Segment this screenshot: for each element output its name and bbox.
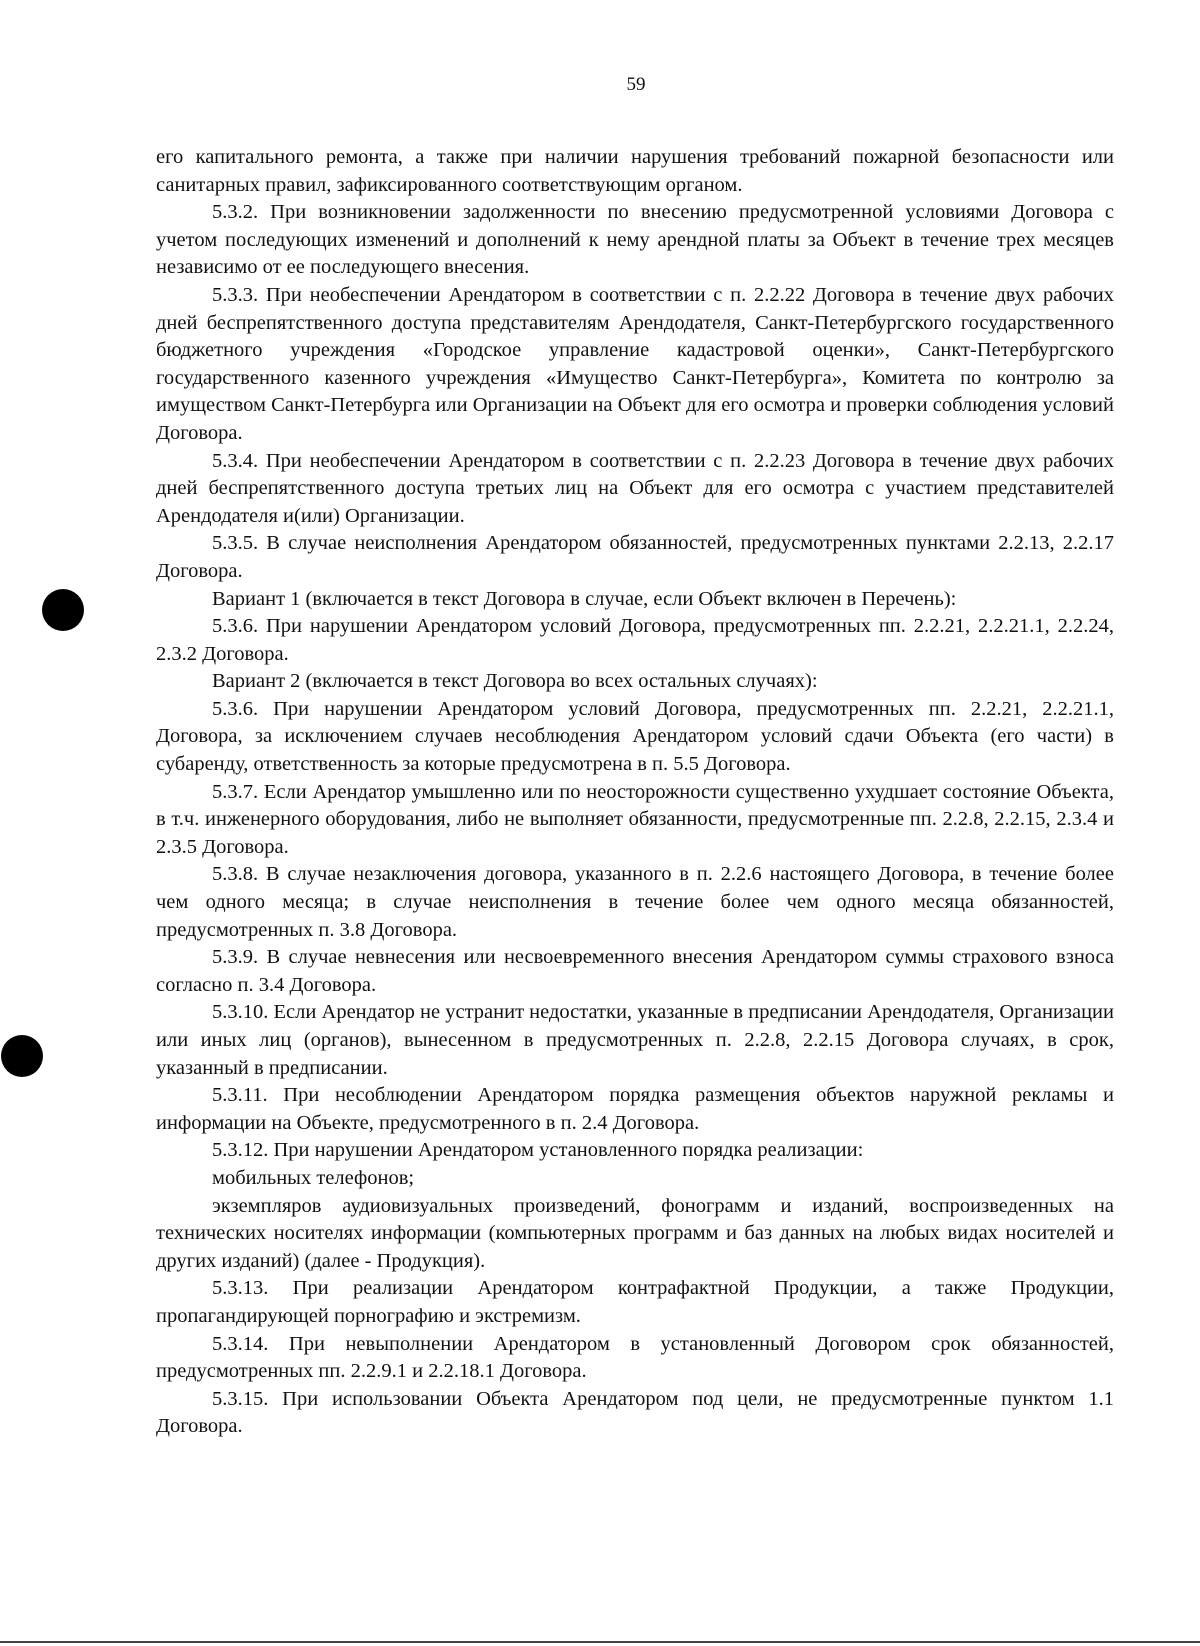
clause-5-3-14: 5.3.14. При невыполнении Арендатором в установленный Договором срок обязанностей, предусмотренных пп. 2.2.9.1 и 2.2.18.1 Договора. [156,1332,1114,1383]
clause-5-3-13: 5.3.13. При реализации Арендатором контрафактной Продукции, а также Продукции, пропагандирующей порнографию и экстремизм. [156,1277,1114,1327]
paragraph-continuation: его капитального ремонта, а также при наличии нарушения требований пожарной безопасности или санитарных правил, зафиксированного соответствующим органом. [156,146,1114,196]
variant-2-note: Вариант 2 (включается в текст Договора во всех остальных случаях): [212,670,818,693]
clause-5-3-11: 5.3.11. При несоблюдении Арендатором порядка размещения объектов наружной рекламы и информации на Объекте, предусмотренного в п. 2.4 Договора. [156,1084,1114,1134]
clause-5-3-10: 5.3.10. Если Арендатор не устранит недостатки, указанные в предписании Арендодателя, Организации или иных лиц (органов), вынесенном в предусмотренных п. 2.2.8, 2.2.15 Договора случаях, в срок, указанный в предписании. [156,1001,1114,1079]
punch-hole-mark [42,589,84,631]
scan-bottom-edge [0,1641,1200,1643]
clause-5-3-9: 5.3.9. В случае невнесения или несвоевременного внесения Арендатором суммы страхового взноса согласно п. 3.4 Договора. [156,946,1114,996]
clause-5-3-2: 5.3.2. При возникновении задолженности по внесению предусмотренной условиями Договора с учетом последующих изменений и дополнений к нему арендной платы за Объект в течение трех месяцев независимо от ее последующего внесения. [156,201,1114,279]
clause-5-3-12: 5.3.12. При нарушении Арендатором установленного порядка реализации: [212,1139,864,1162]
variant-1-note: Вариант 1 (включается в текст Договора в случае, если Объект включен в Перечень): [212,587,957,610]
punch-hole-mark [1,1035,43,1077]
clause-5-3-5: 5.3.5. В случае неисполнения Арендатором обязанностей, предусмотренных пунктами 2.2.13, 2.2.17 Договора. [156,532,1114,582]
clause-5-3-3: 5.3.3. При необеспечении Арендатором в соответствии с п. 2.2.22 Договора в течение двух рабочих дней беспрепятственного доступа представителям Арендодателя, Санкт-Петербургского государственного бюджетного учреждения «Городское управление кадастровой оценки», Санкт-Петербургского государственного казенного учреждения «Имущество Санкт-Петербурга», Комитета по контролю за имуществом Санкт-Петербурга или Организации на Объект для его осмотра и проверки соблюдения условий Договора. [156,283,1114,444]
clause-5-3-6-variant-2: 5.3.6. При нарушении Арендатором условий Договора, предусмотренных пп. 2.2.21, 2.2.21.1, Договора, за исключением случаев несоблюдения Арендатором условий сдачи Объекта (его части) в субаренду, ответственность за которые предусмотрена в п. 5.5 Договора. [156,697,1114,776]
clause-5-3-4: 5.3.4. При необеспечении Арендатором в соответствии с п. 2.2.23 Договора в течение двух рабочих дней беспрепятственного доступа третьих лиц на Объект для его осмотра с участием представителей Арендодателя и(или) Организации. [156,449,1114,527]
clause-5-3-7: 5.3.7. Если Арендатор умышленно или по неосторожности существенно ухудшает состояние Объекта, в т.ч. инженерного оборудования, либо не выполняет обязанности, предусмотренные пп. 2.2.8, 2.2.15, 2.3.4 и 2.3.5 Договора. [156,780,1114,858]
clause-5-3-6-variant-1: 5.3.6. При нарушении Арендатором условий Договора, предусмотренных пп. 2.2.21, 2.2.21.1, 2.2.24, 2.3.2 Договора. [156,615,1114,665]
page-number: 59 [626,74,646,95]
clause-5-3-15: 5.3.15. При использовании Объекта Арендатором под цели, не предусмотренные пунктом 1.1 Договора. [156,1387,1114,1438]
list-item-audiovisual: экземпляров аудиовизуальных произведений, фонограмм и изданий, воспроизведенных на технических носителях информации (компьютерных программ и баз данных на любых видах носителей и других изданий) (далее - Продукция). [156,1194,1114,1272]
clause-5-3-8: 5.3.8. В случае незаключения договора, указанного в п. 2.2.6 настоящего Договора, в течение более чем одного месяца; в случае неисполнения в течение более чем одного месяца обязанностей, предусмотренных п. 3.8 Договора. [156,863,1114,941]
list-item-mobile-phones: мобильных телефонов; [212,1166,415,1189]
document-body [156,144,1114,1441]
